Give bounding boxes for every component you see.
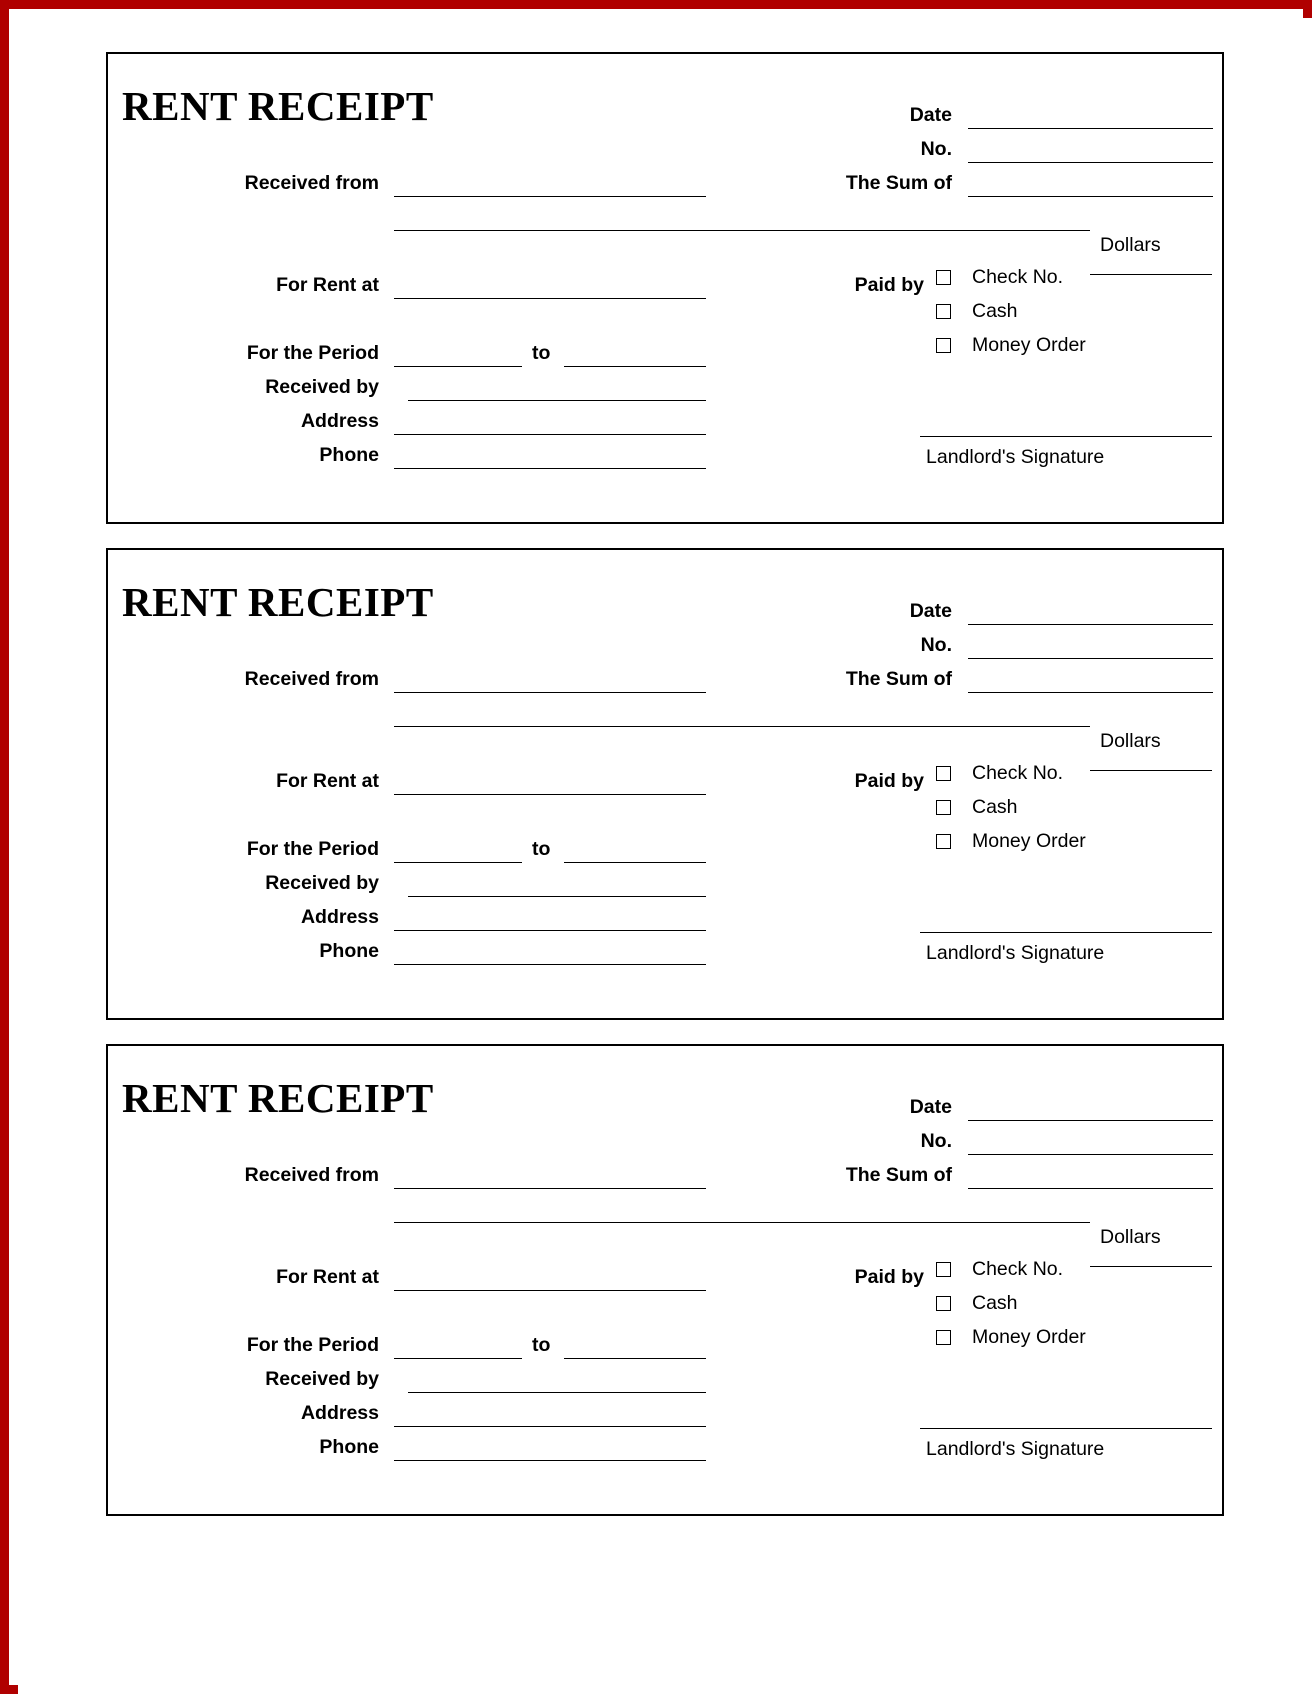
label-date: Date xyxy=(909,600,952,622)
label-address: Address xyxy=(300,1402,379,1424)
label-money-order: Money Order xyxy=(972,334,1086,356)
period-from-input[interactable] xyxy=(394,366,522,367)
label-for-the-period: For the Period xyxy=(246,838,379,860)
label-for-the-period: For the Period xyxy=(246,1334,379,1356)
for-rent-at-input[interactable] xyxy=(394,298,706,299)
label-to: to xyxy=(532,1334,551,1356)
label-to: to xyxy=(532,342,551,364)
checkbox-check[interactable] xyxy=(936,766,951,781)
checkbox-money-order[interactable] xyxy=(936,1330,951,1345)
label-phone: Phone xyxy=(319,940,379,962)
date-input[interactable] xyxy=(968,624,1213,625)
address-input[interactable] xyxy=(394,434,706,435)
sum-of-input[interactable] xyxy=(968,692,1213,693)
period-to-input[interactable] xyxy=(564,366,706,367)
phone-input[interactable] xyxy=(394,1460,706,1461)
label-dollars: Dollars xyxy=(1100,1226,1161,1248)
receipt-no-input[interactable] xyxy=(968,658,1213,659)
landlord-signature-input[interactable] xyxy=(920,1428,1212,1429)
receipt-no-input[interactable] xyxy=(968,162,1213,163)
check-no-input[interactable] xyxy=(1090,274,1212,275)
checkbox-cash[interactable] xyxy=(936,1296,951,1311)
received-from-input[interactable] xyxy=(394,692,706,693)
label-date: Date xyxy=(909,1096,952,1118)
label-paid-by: Paid by xyxy=(854,770,924,792)
received-from-input[interactable] xyxy=(394,196,706,197)
sum-of-input[interactable] xyxy=(968,196,1213,197)
label-no: No. xyxy=(920,634,952,656)
label-received-by: Received by xyxy=(265,1368,379,1390)
page-title: RENT RECEIPT xyxy=(122,579,434,625)
page-title: RENT RECEIPT xyxy=(122,83,434,129)
label-dollars: Dollars xyxy=(1100,234,1161,256)
checkbox-check[interactable] xyxy=(936,270,951,285)
label-paid-by: Paid by xyxy=(854,274,924,296)
label-phone: Phone xyxy=(319,444,379,466)
label-the-sum-of: The Sum of xyxy=(845,668,952,690)
label-no: No. xyxy=(920,1130,952,1152)
checkbox-cash[interactable] xyxy=(936,304,951,319)
rent-receipt-card xyxy=(106,548,1224,1020)
label-money-order: Money Order xyxy=(972,830,1086,852)
date-input[interactable] xyxy=(968,128,1213,129)
label-address: Address xyxy=(300,410,379,432)
address-input[interactable] xyxy=(394,1426,706,1427)
label-date: Date xyxy=(909,104,952,126)
period-from-input[interactable] xyxy=(394,862,522,863)
period-from-input[interactable] xyxy=(394,1358,522,1359)
received-by-input[interactable] xyxy=(408,1392,706,1393)
received-from-line2-input[interactable] xyxy=(394,230,1090,231)
check-no-input[interactable] xyxy=(1090,770,1212,771)
page-inner xyxy=(18,18,1312,1694)
label-no: No. xyxy=(920,138,952,160)
label-received-by: Received by xyxy=(265,872,379,894)
received-by-input[interactable] xyxy=(408,896,706,897)
landlord-signature-input[interactable] xyxy=(920,932,1212,933)
label-received-from: Received from xyxy=(244,668,379,690)
date-input[interactable] xyxy=(968,1120,1213,1121)
label-phone: Phone xyxy=(319,1436,379,1458)
label-received-from: Received from xyxy=(244,1164,379,1186)
label-check-no: Check No. xyxy=(972,1258,1064,1280)
checkbox-money-order[interactable] xyxy=(936,338,951,353)
check-no-input[interactable] xyxy=(1090,1266,1212,1267)
label-the-sum-of: The Sum of xyxy=(845,172,952,194)
label-the-sum-of: The Sum of xyxy=(845,1164,952,1186)
label-check-no: Check No. xyxy=(972,266,1064,288)
receipt-no-input[interactable] xyxy=(968,1154,1213,1155)
received-from-input[interactable] xyxy=(394,1188,706,1189)
for-rent-at-input[interactable] xyxy=(394,794,706,795)
checkbox-check[interactable] xyxy=(936,1262,951,1277)
label-for-rent-at: For Rent at xyxy=(276,770,379,792)
checkbox-money-order[interactable] xyxy=(936,834,951,849)
received-from-line2-input[interactable] xyxy=(394,726,1090,727)
label-cash: Cash xyxy=(972,796,1018,818)
page-title: RENT RECEIPT xyxy=(122,1075,434,1121)
label-received-by: Received by xyxy=(265,376,379,398)
landlord-signature-input[interactable] xyxy=(920,436,1212,437)
label-landlords-signature: Landlord's Signature xyxy=(926,446,1105,468)
rent-receipt-card xyxy=(106,1044,1224,1516)
period-to-input[interactable] xyxy=(564,862,706,863)
label-for-rent-at: For Rent at xyxy=(276,274,379,296)
received-from-line2-input[interactable] xyxy=(394,1222,1090,1223)
for-rent-at-input[interactable] xyxy=(394,1290,706,1291)
label-cash: Cash xyxy=(972,300,1018,322)
label-dollars: Dollars xyxy=(1100,730,1161,752)
period-to-input[interactable] xyxy=(564,1358,706,1359)
rent-receipt-card xyxy=(106,52,1224,524)
label-check-no: Check No. xyxy=(972,762,1064,784)
received-by-input[interactable] xyxy=(408,400,706,401)
label-received-from: Received from xyxy=(244,172,379,194)
checkbox-cash[interactable] xyxy=(936,800,951,815)
label-landlords-signature: Landlord's Signature xyxy=(926,942,1105,964)
phone-input[interactable] xyxy=(394,964,706,965)
address-input[interactable] xyxy=(394,930,706,931)
label-for-the-period: For the Period xyxy=(246,342,379,364)
receipt-sheet xyxy=(106,52,1236,1612)
label-landlords-signature: Landlord's Signature xyxy=(926,1438,1105,1460)
sum-of-input[interactable] xyxy=(968,1188,1213,1189)
label-money-order: Money Order xyxy=(972,1326,1086,1348)
label-for-rent-at: For Rent at xyxy=(276,1266,379,1288)
label-address: Address xyxy=(300,906,379,928)
label-cash: Cash xyxy=(972,1292,1018,1314)
phone-input[interactable] xyxy=(394,468,706,469)
label-paid-by: Paid by xyxy=(854,1266,924,1288)
label-to: to xyxy=(532,838,551,860)
